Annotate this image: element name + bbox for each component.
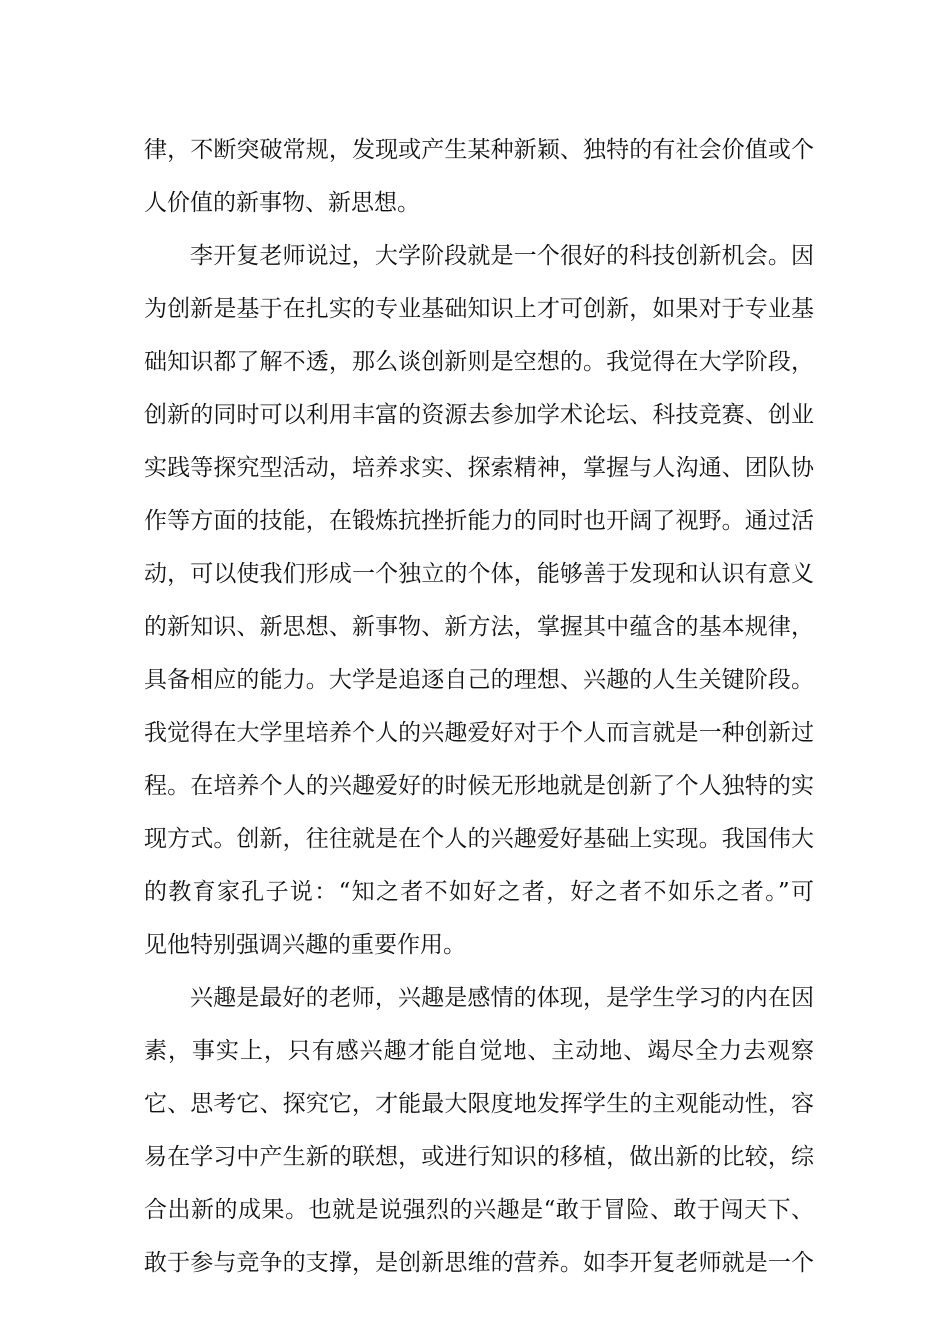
text-line: 现方式。创新，往往就是在个人的兴趣爱好基础上实现。我国伟大 (144, 826, 814, 852)
text-line: 它、思考它、探究它，才能最大限度地发挥学生的主观能动性，容 (144, 1091, 814, 1117)
text-line: 兴趣是最好的老师，兴趣是感情的体现，是学生学习的内在因 (190, 985, 814, 1011)
text-line: 人价值的新事物、新思想。 (144, 190, 420, 216)
text-line: 的新知识、新思想、新事物、新方法，掌握其中蕴含的基本规律， (144, 614, 814, 640)
text-line: 见他特别强调兴趣的重要作用。 (144, 932, 466, 958)
text-line: 实践等探究型活动，培养求实、探索精神，掌握与人沟通、团队协 (144, 455, 814, 481)
paragraph-3 (144, 972, 814, 1290)
text-line: 为创新是基于在扎实的专业基础知识上才可创新，如果对于专业基 (144, 296, 814, 322)
text-line: 敢于参与竞争的支撑，是创新思维的营养。如李开复老师就是一个 (144, 1250, 814, 1276)
paragraph-2 (144, 230, 814, 972)
text-line: 我觉得在大学里培养个人的兴趣爱好对于个人而言就是一种创新过 (144, 720, 814, 746)
text-line: 律，不断突破常规，发现或产生某种新颖、独特的有社会价值或个 (144, 137, 814, 163)
text-line: 李开复老师说过，大学阶段就是一个很好的科技创新机会。因 (190, 243, 814, 269)
document-body (144, 124, 814, 1290)
text-line: 合出新的成果。也就是说强烈的兴趣是“敢于冒险、敢于闯天下、 (144, 1197, 814, 1223)
text-line: 程。在培养个人的兴趣爱好的时候无形地就是创新了个人独特的实 (144, 773, 814, 799)
text-line: 动，可以使我们形成一个独立的个体，能够善于发现和认识有意义 (144, 561, 814, 587)
text-line: 创新的同时可以利用丰富的资源去参加学术论坛、科技竞赛、创业 (144, 402, 814, 428)
text-line: 作等方面的技能，在锻炼抗挫折能力的同时也开阔了视野。通过活 (144, 508, 814, 534)
text-line: 础知识都了解不透，那么谈创新则是空想的。我觉得在大学阶段， (144, 349, 814, 375)
paragraph-1 (144, 124, 814, 230)
text-line: 的教育家孔子说：“知之者不如好之者，好之者不如乐之者。”可 (144, 879, 814, 905)
text-line: 具备相应的能力。大学是追逐自己的理想、兴趣的人生关键阶段。 (144, 667, 814, 693)
text-line: 素，事实上，只有感兴趣才能自觉地、主动地、竭尽全力去观察 (144, 1038, 814, 1064)
text-line: 易在学习中产生新的联想，或进行知识的移植，做出新的比较，综 (144, 1144, 814, 1170)
